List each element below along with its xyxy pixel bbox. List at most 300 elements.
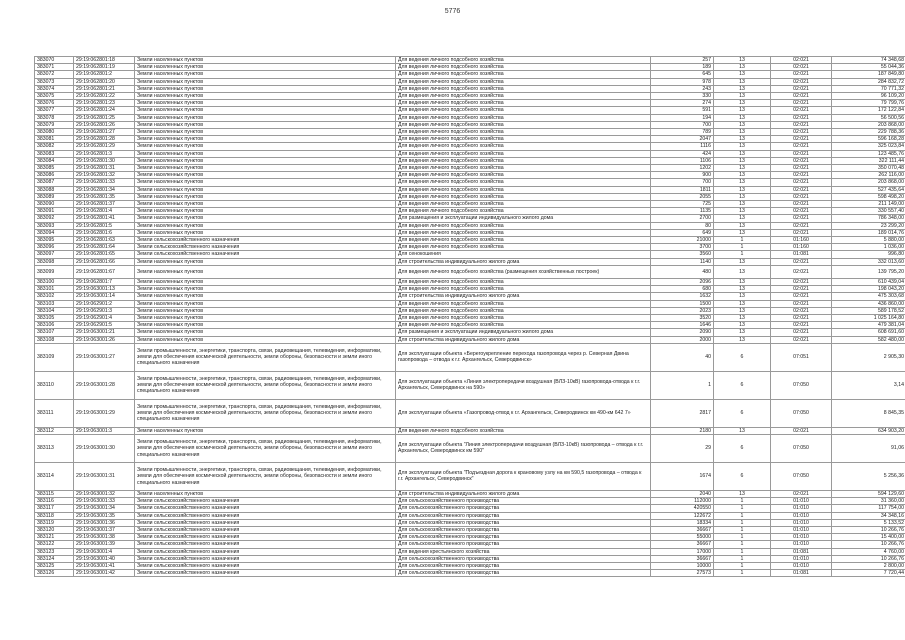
use-code-cell: 01:010 — [771, 512, 832, 519]
use-code-cell: 02:021 — [771, 121, 832, 128]
row-number-cell: 383103 — [35, 300, 74, 307]
cadastral-number-cell: 29:19:062801:20 — [74, 78, 135, 85]
permitted-use-cell: Для эксплуатации объекта "Подъездная дорога к крановому узлу на км 590,5 газопровода – отвода к г.г. Архангельск, Северодвинск" — [396, 462, 651, 490]
use-code-cell: 01:010 — [771, 534, 832, 541]
cadastral-value-cell: 10 266,76 — [832, 555, 905, 562]
permitted-use-cell: Для ведения личного подсобного хозяйства — [396, 222, 651, 229]
area-cell: 424 — [651, 150, 714, 157]
permitted-use-cell: Для ведения личного подсобного хозяйства — [396, 237, 651, 244]
area-cell: 1116 — [651, 143, 714, 150]
group-cell: 13 — [714, 208, 771, 215]
land-category-cell: Земли населенных пунктов — [135, 179, 396, 186]
table-row — [35, 121, 905, 128]
area-cell: 1135 — [651, 208, 714, 215]
permitted-use-cell: Для сельскохозяйственного производства — [396, 498, 651, 505]
permitted-use-cell: Для ведения личного подсобного хозяйства (размещения хозяйственных построек) — [396, 265, 651, 278]
cadastral-value-cell: 187 849,80 — [832, 71, 905, 78]
permitted-use-cell: Для сенокошения — [396, 251, 651, 258]
permitted-use-cell: Для строительства индивидуального жилого дома — [396, 293, 651, 300]
use-code-cell: 07:050 — [771, 399, 832, 427]
land-category-cell: Земли населенных пунктов — [135, 114, 396, 121]
cadastral-value-cell: 123 485,76 — [832, 150, 905, 157]
table-row — [35, 307, 905, 314]
group-cell: 1 — [714, 541, 771, 548]
group-cell: 13 — [714, 150, 771, 157]
use-code-cell: 07:050 — [771, 462, 832, 490]
use-code-cell: 01:010 — [771, 526, 832, 533]
table-row — [35, 150, 905, 157]
cadastral-number-cell: 29:19:062801:7 — [74, 278, 135, 285]
group-cell: 1 — [714, 512, 771, 519]
table-row — [35, 300, 905, 307]
area-cell: 1674 — [651, 462, 714, 490]
row-number-cell: 383110 — [35, 371, 74, 399]
land-category-cell: Земли сельскохозяйственного назначения — [135, 505, 396, 512]
area-cell: 2090 — [651, 329, 714, 336]
cadastral-value-cell: 4 760,00 — [832, 548, 905, 555]
area-cell: 2700 — [651, 215, 714, 222]
cadastral-value-cell: 598 498,20 — [832, 193, 905, 200]
group-cell: 1 — [714, 526, 771, 533]
land-category-cell: Земли населенных пунктов — [135, 314, 396, 321]
row-number-cell: 383101 — [35, 286, 74, 293]
permitted-use-cell: Для ведения личного подсобного хозяйства — [396, 165, 651, 172]
cadastral-number-cell: 29:19:062801:65 — [74, 251, 135, 258]
permitted-use-cell: Для ведения личного подсобного хозяйства — [396, 157, 651, 164]
group-cell: 13 — [714, 329, 771, 336]
cadastral-number-cell: 29:19:062801:67 — [74, 265, 135, 278]
land-category-cell: Земли населенных пунктов — [135, 307, 396, 314]
land-category-cell: Земли сельскохозяйственного назначения — [135, 541, 396, 548]
permitted-use-cell: Для ведения личного подсобного хозяйства — [396, 121, 651, 128]
group-cell: 6 — [714, 434, 771, 462]
group-cell: 13 — [714, 322, 771, 329]
cadastral-value-cell: 79 799,76 — [832, 100, 905, 107]
use-code-cell: 01:010 — [771, 519, 832, 526]
group-cell: 1 — [714, 555, 771, 562]
use-code-cell: 02:021 — [771, 172, 832, 179]
use-code-cell: 02:021 — [771, 307, 832, 314]
cadastral-value-cell: 284 832,72 — [832, 78, 905, 85]
table-row — [35, 548, 905, 555]
area-cell: 36667 — [651, 526, 714, 533]
area-cell: 3560 — [651, 251, 714, 258]
table-row — [35, 172, 905, 179]
group-cell: 6 — [714, 462, 771, 490]
area-cell: 591 — [651, 107, 714, 114]
table-row — [35, 329, 905, 336]
area-cell: 1500 — [651, 300, 714, 307]
cadastral-number-cell: 29:19:063001:27 — [74, 343, 135, 371]
area-cell: 1140 — [651, 258, 714, 265]
cadastral-value-cell: 7 720,44 — [832, 570, 905, 577]
use-code-cell: 02:021 — [771, 129, 832, 136]
permitted-use-cell: Для ведения личного подсобного хозяйства — [396, 129, 651, 136]
use-code-cell: 01:081 — [771, 251, 832, 258]
table-row — [35, 265, 905, 278]
use-code-cell: 02:021 — [771, 201, 832, 208]
cadastral-value-cell: 139 795,20 — [832, 265, 905, 278]
land-category-cell: Земли промышленности, энергетики, транспорта, связи, радиовещания, телевидения, информатики, земли для обеспечения космической деятельности, земли обороны, безопасности и земли иного специального назначения — [135, 462, 396, 490]
use-code-cell: 02:021 — [771, 143, 832, 150]
cadastral-value-table — [34, 56, 905, 577]
permitted-use-cell: Для эксплуатации объекта "Линия электропередачи воздушная (ВЛЗ-10кВ) газопровода – отвода к г.г. Архангельск, Северодвинск км 590" — [396, 434, 651, 462]
row-number-cell: 383083 — [35, 150, 74, 157]
cadastral-value-cell: 2 905,30 — [832, 343, 905, 371]
land-category-cell: Земли населенных пунктов — [135, 64, 396, 71]
table-row — [35, 555, 905, 562]
table-row — [35, 71, 905, 78]
use-code-cell: 02:021 — [771, 286, 832, 293]
cadastral-value-cell: 5 880,00 — [832, 237, 905, 244]
area-cell: 2817 — [651, 399, 714, 427]
land-category-cell: Земли населенных пунктов — [135, 336, 396, 343]
group-cell: 13 — [714, 336, 771, 343]
use-code-cell: 02:021 — [771, 150, 832, 157]
table-row — [35, 371, 905, 399]
group-cell: 13 — [714, 258, 771, 265]
group-cell: 1 — [714, 244, 771, 251]
use-code-cell: 02:021 — [771, 157, 832, 164]
cadastral-value-cell: 10 266,76 — [832, 526, 905, 533]
permitted-use-cell: Для ведения личного подсобного хозяйства — [396, 150, 651, 157]
use-code-cell: 02:021 — [771, 179, 832, 186]
cadastral-number-cell: 29:19:063001:38 — [74, 534, 135, 541]
cadastral-number-cell: 29:19:062801:2 — [74, 71, 135, 78]
group-cell: 13 — [714, 300, 771, 307]
area-cell: 36667 — [651, 541, 714, 548]
cadastral-number-cell: 29:19:063001:34 — [74, 505, 135, 512]
row-number-cell: 383105 — [35, 314, 74, 321]
cadastral-number-cell: 29:19:063001:33 — [74, 498, 135, 505]
group-cell: 13 — [714, 157, 771, 164]
cadastral-number-cell: 29:19:062801:24 — [74, 107, 135, 114]
cadastral-value-cell: 15 400,00 — [832, 534, 905, 541]
land-category-cell: Земли промышленности, энергетики, транспорта, связи, радиовещания, телевидения, информатики, земли для обеспечения космической деятельности, земли обороны, безопасности и земли иного специального назначения — [135, 434, 396, 462]
row-number-cell: 383082 — [35, 143, 74, 150]
group-cell: 13 — [714, 179, 771, 186]
cadastral-number-cell: 29:19:062901:2 — [74, 300, 135, 307]
cadastral-value-cell: 198 043,20 — [832, 286, 905, 293]
land-category-cell: Земли населенных пунктов — [135, 121, 396, 128]
cadastral-number-cell: 29:19:062901:3 — [74, 307, 135, 314]
table-row — [35, 129, 905, 136]
cadastral-value-cell: 350 070,48 — [832, 165, 905, 172]
permitted-use-cell: Для сельскохозяйственного производства — [396, 534, 651, 541]
row-number-cell: 383121 — [35, 534, 74, 541]
land-category-cell: Земли населенных пунктов — [135, 215, 396, 222]
cadastral-value-cell: 610 439,04 — [832, 278, 905, 285]
land-category-cell: Земли населенных пунктов — [135, 229, 396, 236]
permitted-use-cell: Для ведения личного подсобного хозяйства — [396, 143, 651, 150]
use-code-cell: 07:051 — [771, 343, 832, 371]
cadastral-number-cell: 29:19:063001:3 — [74, 427, 135, 434]
cadastral-value-cell: 996,80 — [832, 251, 905, 258]
group-cell: 13 — [714, 165, 771, 172]
area-cell: 3520 — [651, 314, 714, 321]
group-cell: 13 — [714, 222, 771, 229]
cadastral-number-cell: 29:19:063001:32 — [74, 490, 135, 497]
cadastral-value-cell: 786 348,00 — [832, 215, 905, 222]
cadastral-value-cell: 332 013,60 — [832, 258, 905, 265]
cadastral-number-cell: 29:19:063001:35 — [74, 512, 135, 519]
cadastral-number-cell: 29:19:063001:36 — [74, 519, 135, 526]
table-row — [35, 222, 905, 229]
cadastral-number-cell: 29:19:063001:21 — [74, 329, 135, 336]
row-number-cell: 383107 — [35, 329, 74, 336]
permitted-use-cell: Для ведения личного подсобного хозяйства — [396, 201, 651, 208]
group-cell: 13 — [714, 100, 771, 107]
area-cell: 649 — [651, 229, 714, 236]
land-category-cell: Земли сельскохозяйственного назначения — [135, 548, 396, 555]
table-row — [35, 93, 905, 100]
land-category-cell: Земли населенных пунктов — [135, 71, 396, 78]
land-category-cell: Земли населенных пунктов — [135, 490, 396, 497]
group-cell: 13 — [714, 215, 771, 222]
area-cell: 243 — [651, 85, 714, 92]
permitted-use-cell: Для ведения личного подсобного хозяйства — [396, 244, 651, 251]
row-number-cell: 383108 — [35, 336, 74, 343]
area-cell: 2047 — [651, 136, 714, 143]
cadastral-value-cell: 589 178,52 — [832, 307, 905, 314]
group-cell: 13 — [714, 286, 771, 293]
table-row — [35, 114, 905, 121]
cadastral-value-cell: 96 109,20 — [832, 93, 905, 100]
cadastral-value-cell: 203 868,00 — [832, 121, 905, 128]
group-cell: 13 — [714, 71, 771, 78]
permitted-use-cell: Для ведения крестьянского хозяйства — [396, 548, 651, 555]
table-row — [35, 314, 905, 321]
area-cell: 112000 — [651, 498, 714, 505]
table-row — [35, 278, 905, 285]
use-code-cell: 01:010 — [771, 541, 832, 548]
permitted-use-cell: Для ведения личного подсобного хозяйства — [396, 286, 651, 293]
land-category-cell: Земли сельскохозяйственного назначения — [135, 244, 396, 251]
cadastral-value-cell: 229 788,36 — [832, 129, 905, 136]
cadastral-number-cell: 29:19:062801:28 — [74, 136, 135, 143]
permitted-use-cell: Для ведения личного подсобного хозяйства — [396, 208, 651, 215]
cadastral-number-cell: 29:19:063001:28 — [74, 371, 135, 399]
land-category-cell: Земли сельскохозяйственного назначения — [135, 555, 396, 562]
row-number-cell: 383092 — [35, 215, 74, 222]
table-row — [35, 186, 905, 193]
table-row — [35, 215, 905, 222]
area-cell: 2096 — [651, 278, 714, 285]
cadastral-number-cell: 29:19:062901:4 — [74, 314, 135, 321]
land-category-cell: Земли сельскохозяйственного назначения — [135, 498, 396, 505]
group-cell: 1 — [714, 505, 771, 512]
land-category-cell: Земли населенных пунктов — [135, 322, 396, 329]
group-cell: 1 — [714, 519, 771, 526]
group-cell: 1 — [714, 237, 771, 244]
permitted-use-cell: Для сельскохозяйственного производства — [396, 570, 651, 577]
row-number-cell: 383075 — [35, 93, 74, 100]
group-cell: 13 — [714, 265, 771, 278]
permitted-use-cell: Для ведения личного подсобного хозяйства — [396, 322, 651, 329]
area-cell: 480 — [651, 265, 714, 278]
row-number-cell: 383115 — [35, 490, 74, 497]
cadastral-value-cell: 1 036,00 — [832, 244, 905, 251]
area-cell: 80 — [651, 222, 714, 229]
area-cell: 29 — [651, 434, 714, 462]
cadastral-number-cell: 29:19:063001:41 — [74, 562, 135, 569]
permitted-use-cell: Для сельскохозяйственного производства — [396, 505, 651, 512]
permitted-use-cell: Для сельскохозяйственного производства — [396, 512, 651, 519]
land-category-cell: Земли сельскохозяйственного назначения — [135, 526, 396, 533]
land-category-cell: Земли населенных пунктов — [135, 329, 396, 336]
cadastral-value-cell: 117 754,00 — [832, 505, 905, 512]
table-row — [35, 562, 905, 569]
cadastral-number-cell: 29:19:062801:64 — [74, 244, 135, 251]
cadastral-number-cell: 29:19:062901:5 — [74, 322, 135, 329]
table-row — [35, 427, 905, 434]
permitted-use-cell: Для эксплуатации объекта «Газопровод-отвод к г.г. Архангельск, Северодвинск км 490-км 642 7» — [396, 399, 651, 427]
use-code-cell: 02:021 — [771, 322, 832, 329]
land-category-cell: Земли населенных пунктов — [135, 136, 396, 143]
land-category-cell: Земли населенных пунктов — [135, 150, 396, 157]
cadastral-number-cell: 29:19:062801:6 — [74, 229, 135, 236]
table-body — [35, 57, 905, 577]
use-code-cell: 01:010 — [771, 505, 832, 512]
group-cell: 13 — [714, 136, 771, 143]
land-category-cell: Земли населенных пунктов — [135, 129, 396, 136]
group-cell: 13 — [714, 93, 771, 100]
area-cell: 789 — [651, 129, 714, 136]
table-row — [35, 143, 905, 150]
cadastral-value-cell: 211 149,00 — [832, 201, 905, 208]
group-cell: 6 — [714, 399, 771, 427]
area-cell: 1646 — [651, 322, 714, 329]
area-cell: 2000 — [651, 336, 714, 343]
use-code-cell: 02:021 — [771, 71, 832, 78]
use-code-cell: 01:081 — [771, 548, 832, 555]
permitted-use-cell: Для ведения личного подсобного хозяйства — [396, 78, 651, 85]
permitted-use-cell: Для ведения личного подсобного хозяйства — [396, 193, 651, 200]
permitted-use-cell: Для ведения личного подсобного хозяйства — [396, 136, 651, 143]
land-category-cell: Земли населенных пунктов — [135, 85, 396, 92]
table-row — [35, 193, 905, 200]
row-number-cell: 383094 — [35, 229, 74, 236]
use-code-cell: 02:021 — [771, 490, 832, 497]
land-category-cell: Земли населенных пунктов — [135, 93, 396, 100]
permitted-use-cell: Для ведения личного подсобного хозяйства — [396, 278, 651, 285]
use-code-cell: 01:010 — [771, 498, 832, 505]
cadastral-number-cell: 29:19:063001:42 — [74, 570, 135, 577]
use-code-cell: 02:021 — [771, 57, 832, 64]
permitted-use-cell: Для ведения личного подсобного хозяйства — [396, 107, 651, 114]
group-cell: 13 — [714, 186, 771, 193]
use-code-cell: 02:021 — [771, 293, 832, 300]
group-cell: 13 — [714, 201, 771, 208]
area-cell: 680 — [651, 286, 714, 293]
row-number-cell: 383081 — [35, 136, 74, 143]
area-cell: 420550 — [651, 505, 714, 512]
row-number-cell: 383076 — [35, 100, 74, 107]
use-code-cell: 02:021 — [771, 314, 832, 321]
group-cell: 13 — [714, 314, 771, 321]
cadastral-number-cell: 29:19:062801:29 — [74, 143, 135, 150]
row-number-cell: 383123 — [35, 548, 74, 555]
use-code-cell: 01:160 — [771, 237, 832, 244]
row-number-cell: 383098 — [35, 258, 74, 265]
use-code-cell: 02:021 — [771, 222, 832, 229]
area-cell: 27573 — [651, 570, 714, 577]
table-row — [35, 78, 905, 85]
land-category-cell: Земли населенных пунктов — [135, 172, 396, 179]
land-category-cell: Земли населенных пунктов — [135, 100, 396, 107]
cadastral-value-cell: 322 111,44 — [832, 157, 905, 164]
group-cell: 1 — [714, 534, 771, 541]
cadastral-number-cell: 29:19:063001:14 — [74, 293, 135, 300]
cadastral-value-cell: 55 044,36 — [832, 64, 905, 71]
cadastral-value-cell: 479 381,04 — [832, 322, 905, 329]
cadastral-number-cell: 29:19:062801:37 — [74, 201, 135, 208]
table-row — [35, 64, 905, 71]
land-category-cell: Земли населенных пунктов — [135, 286, 396, 293]
use-code-cell: 02:021 — [771, 78, 832, 85]
row-number-cell: 383117 — [35, 505, 74, 512]
row-number-cell: 383071 — [35, 64, 74, 71]
cadastral-value-cell: 582 480,00 — [832, 336, 905, 343]
use-code-cell: 07:050 — [771, 434, 832, 462]
land-category-cell: Земли населенных пунктов — [135, 293, 396, 300]
cadastral-number-cell: 29:19:063001:4 — [74, 548, 135, 555]
use-code-cell: 02:021 — [771, 336, 832, 343]
table-row — [35, 534, 905, 541]
area-cell: 1 — [651, 371, 714, 399]
row-number-cell: 383084 — [35, 157, 74, 164]
table-row — [35, 286, 905, 293]
land-category-cell: Земли населенных пунктов — [135, 193, 396, 200]
row-number-cell: 383125 — [35, 562, 74, 569]
permitted-use-cell: Для сельскохозяйственного производства — [396, 555, 651, 562]
permitted-use-cell: Для строительства индивидуального жилого дома — [396, 258, 651, 265]
page-number: 5776 — [444, 8, 461, 15]
cadastral-value-cell: 475 303,68 — [832, 293, 905, 300]
row-number-cell: 383090 — [35, 201, 74, 208]
cadastral-value-cell: 10 266,76 — [832, 541, 905, 548]
permitted-use-cell: Для ведения личного подсобного хозяйства — [396, 93, 651, 100]
permitted-use-cell: Для размещения и эксплуатации индивидуального жилого дома — [396, 329, 651, 336]
cadastral-value-cell: 2 800,00 — [832, 562, 905, 569]
land-category-cell: Земли населенных пунктов — [135, 157, 396, 164]
group-cell: 13 — [714, 427, 771, 434]
table-row — [35, 526, 905, 533]
permitted-use-cell: Для ведения личного подсобного хозяйства — [396, 172, 651, 179]
permitted-use-cell: Для сельскохозяйственного производства — [396, 526, 651, 533]
permitted-use-cell: Для сельскохозяйственного производства — [396, 562, 651, 569]
group-cell: 1 — [714, 251, 771, 258]
row-number-cell: 383074 — [35, 85, 74, 92]
cadastral-value-cell: 91,06 — [832, 434, 905, 462]
cadastral-value-cell: 5 256,36 — [832, 462, 905, 490]
area-cell: 36667 — [651, 555, 714, 562]
table-row — [35, 136, 905, 143]
permitted-use-cell: Для ведения личного подсобного хозяйства — [396, 300, 651, 307]
cadastral-value-cell: 594 129,60 — [832, 490, 905, 497]
permitted-use-cell: Для ведения личного подсобного хозяйства — [396, 57, 651, 64]
row-number-cell: 383070 — [35, 57, 74, 64]
use-code-cell: 02:021 — [771, 229, 832, 236]
row-number-cell: 383091 — [35, 208, 74, 215]
permitted-use-cell: Для строительства индивидуального жилого дома — [396, 490, 651, 497]
row-number-cell: 383093 — [35, 222, 74, 229]
cadastral-value-cell: 34 348,16 — [832, 512, 905, 519]
table-row — [35, 107, 905, 114]
cadastral-number-cell: 29:19:062801:4 — [74, 208, 135, 215]
table-row — [35, 229, 905, 236]
group-cell: 13 — [714, 78, 771, 85]
